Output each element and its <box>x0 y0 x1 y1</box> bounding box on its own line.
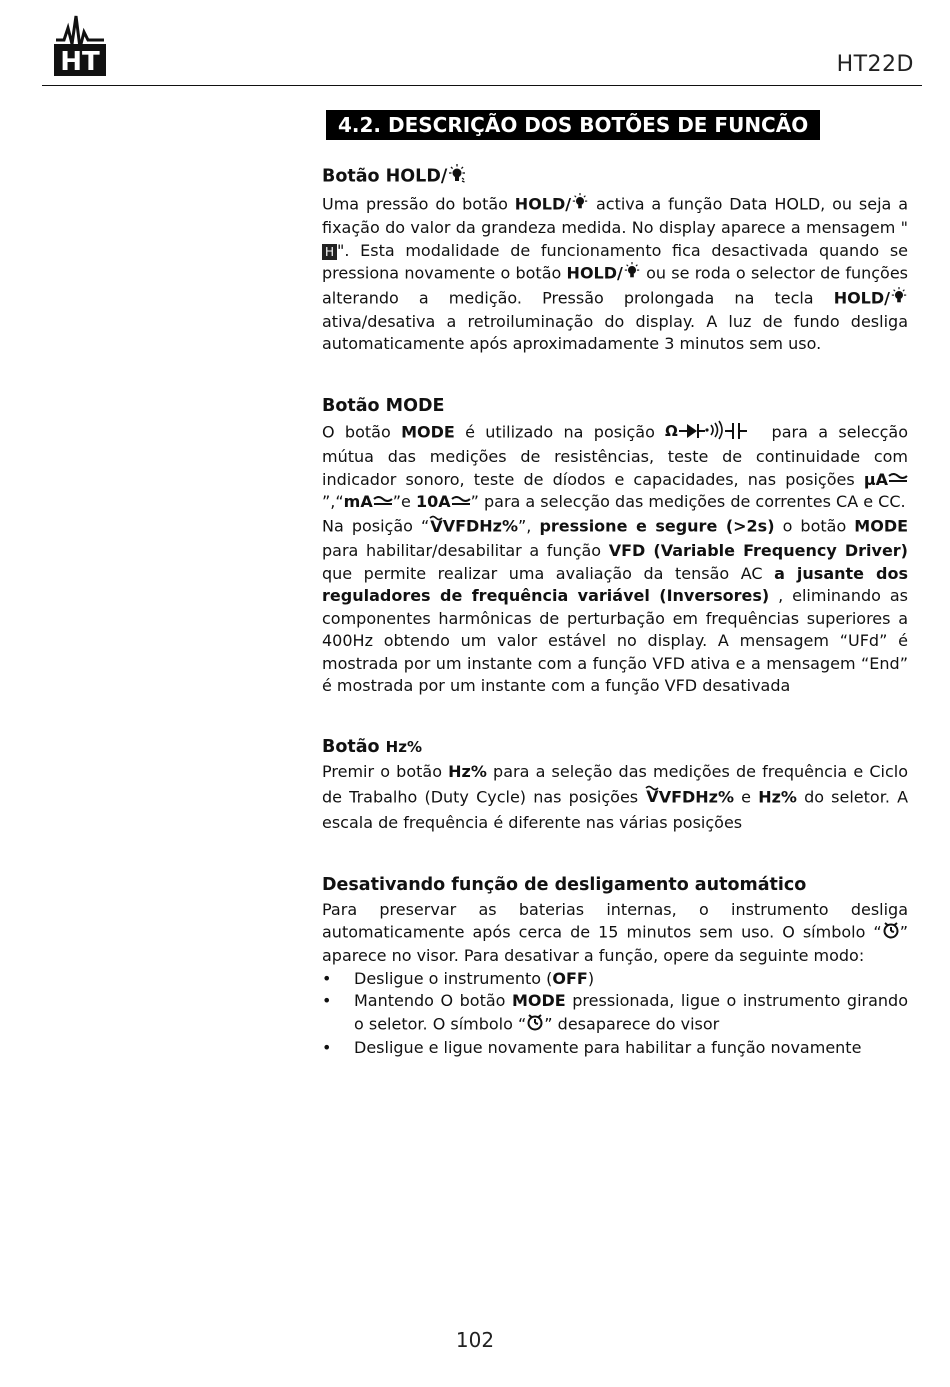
list-item: • Desligue o instrumento (OFF) <box>322 968 908 990</box>
ac-dc-icon <box>373 492 393 514</box>
page-number: 102 <box>455 1328 495 1352</box>
mode-paragraph-1: O botão MODE é utilizado na posição Ω para a selecção mútua das medições de resistências, teste de continuidade com indicador sonoro, teste de díodos e capacidades, nas posições μA”,“mA ”e 10A ” para a selecção das medições de correntes CA e CC. <box>322 420 908 514</box>
mode-heading: Botão MODE <box>322 395 445 416</box>
model-name: HT22D <box>836 52 914 77</box>
header-divider <box>42 85 922 86</box>
auto-off-paragraph: Para preservar as baterias internas, o instrumento desliga automaticamente após cerca de 15 minutos sem uso. O símbolo “ ” aparece no visor. Para desativar a função, opere da seguinte modo: <box>322 899 908 966</box>
hold-display-icon: H <box>322 244 337 260</box>
backlight-bulb-icon <box>890 287 908 311</box>
ac-dc-icon <box>888 469 908 491</box>
auto-power-off-icon <box>526 1013 544 1037</box>
hz-heading: Botão Hz% <box>322 737 422 758</box>
mode-paragraph-2: Na posição “VVFDHz%”, pressione e segure (>2s) o botão MODE para habilitar/desabilitar a função VFD (Variable Frequency Driver) que permite realizar uma avaliação da tensão AC a jusante dos reguladores de frequência variável (Inversores) , eliminando as componentes harmônicas de perturbação em frequências superiores a 400Hz obtendo um valor estável no display. A mensagem “UFd” é mostrada por um instante com a função VFD ativa e a mensagem “End” é mostrada por um instante com a função VFD desativada <box>322 514 908 697</box>
hz-paragraph: Premir o botão Hz% para a seleção das medições de frequência e Ciclo de Trabalho (Duty Cycle) nas posições VVFDHz% e Hz% do seletor. A escala de frequência é diferente nas várias posições <box>322 762 909 833</box>
auto-off-steps <box>322 968 908 1060</box>
ohm-diode-buzzer-capacitor-icon <box>665 420 761 446</box>
backlight-bulb-icon <box>447 164 467 189</box>
ht-logo-icon <box>52 10 110 78</box>
list-item: • Desligue e ligue novamente para habilitar a função novamente <box>322 1037 908 1059</box>
section-title: 4.2. DESCRIÇÃO DOS BOTÕES DE FUNCÃO <box>326 110 820 140</box>
main-content <box>322 110 908 1059</box>
hold-heading: Botão HOLD/ <box>322 164 908 189</box>
hold-paragraph: Uma pressão do botão HOLD/ activa a função Data HOLD, ou seja a fixação do valor da grandeza medida. No display aparece a mensagem "H ". Esta modalidade de funcionamento fica desactivada quando se pressiona novamente o botão HOLD/ ou se roda o selector de funções alterando a medição. Pressão prolongada na tecla HOLD/ ativa/desativa a retroiluminação do display. A luz de fundo desliga automaticamente após aproximadamente 3 minutos sem uso. <box>322 194 909 354</box>
backlight-bulb-icon <box>571 193 589 217</box>
ac-dc-icon <box>451 492 471 514</box>
v-ac-tilde-icon <box>429 514 443 540</box>
list-item: • Mantendo O botão MODE pressionada, ligue o instrumento girando o seletor. O símbolo “ ” desaparece do visor <box>322 990 908 1037</box>
auto-power-off-icon <box>882 921 900 945</box>
logo-text: HT <box>60 47 100 77</box>
auto-off-heading: Desativando função de desligamento automático <box>322 874 807 895</box>
backlight-bulb-icon <box>623 262 641 286</box>
svg-text:Ω: Ω <box>665 421 678 440</box>
